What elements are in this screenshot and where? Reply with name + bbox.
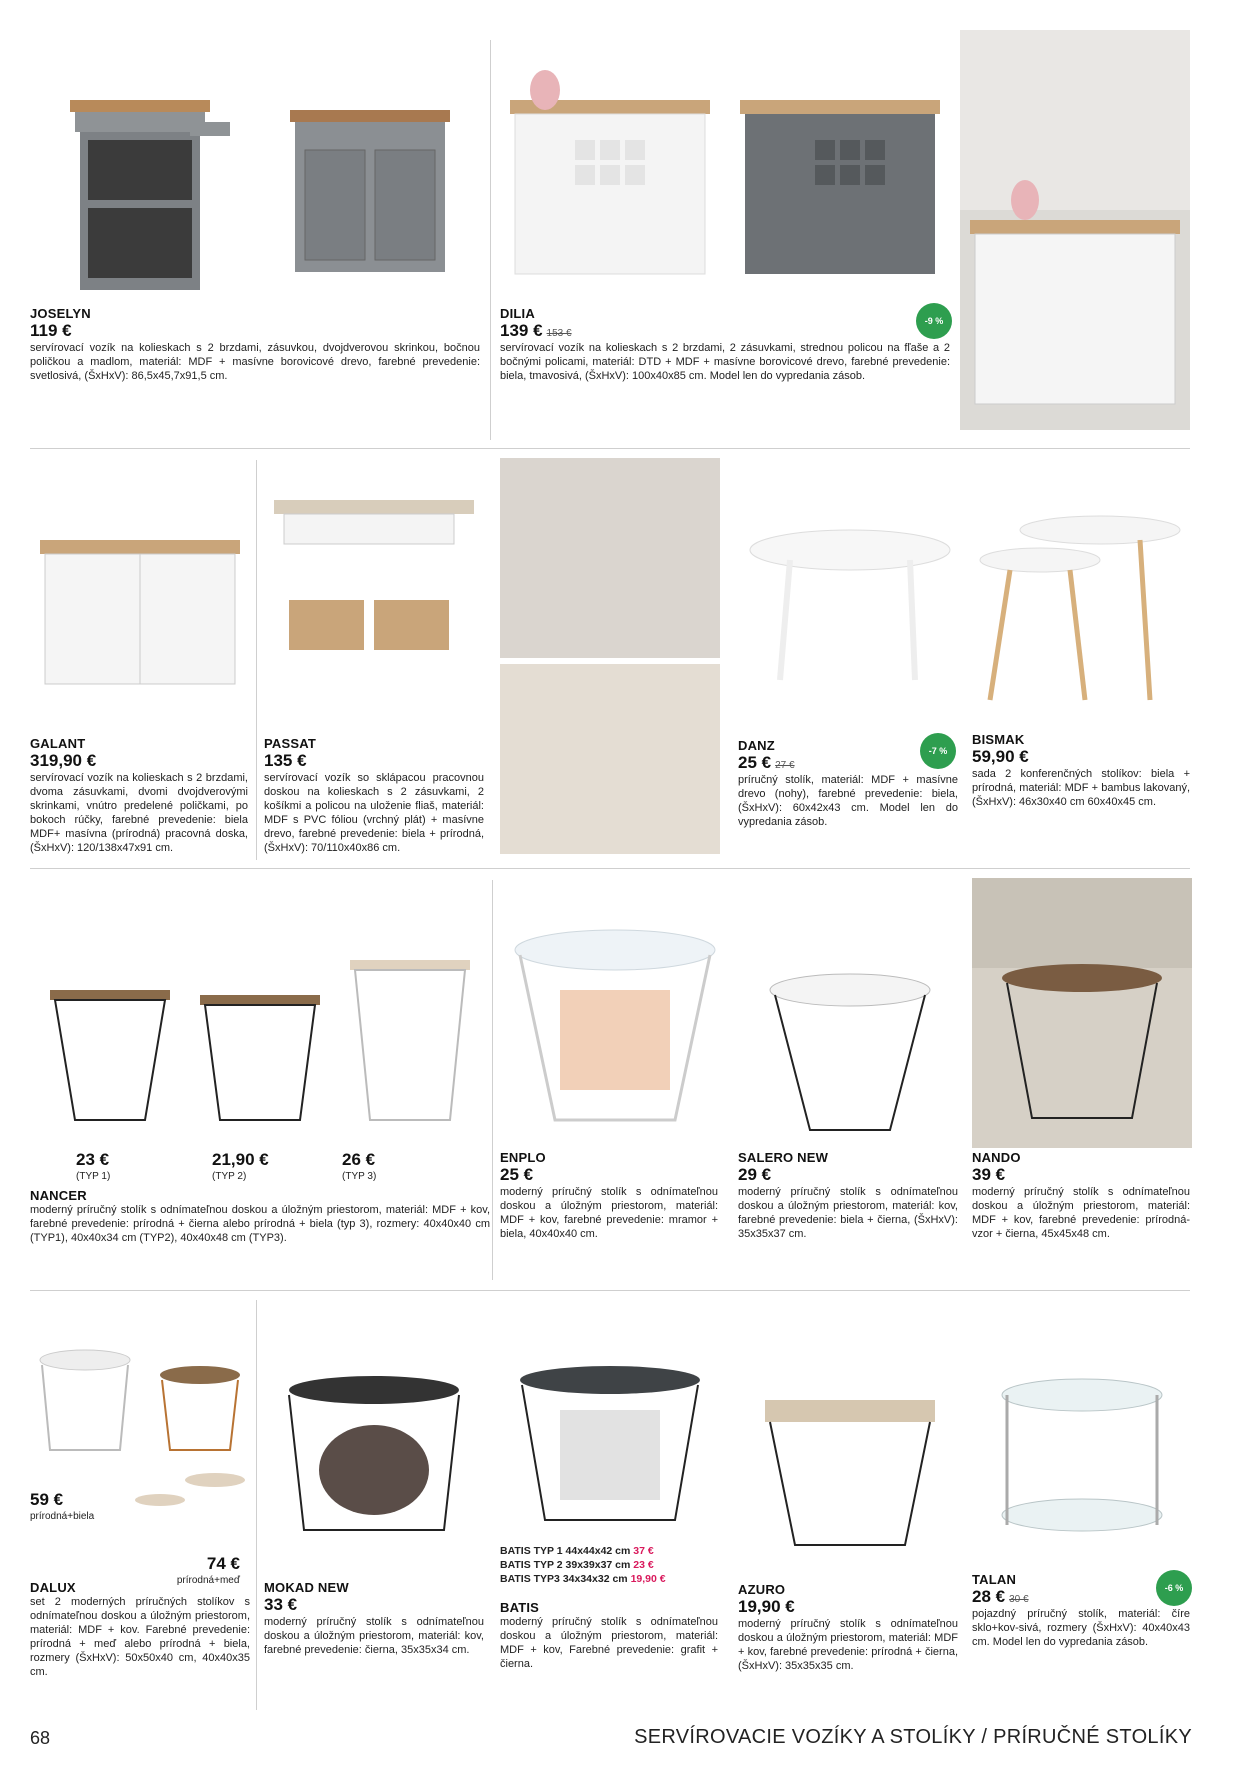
dilia-image-white — [500, 40, 720, 290]
dalux-block — [30, 1580, 250, 1679]
joselyn-image-2 — [270, 40, 470, 290]
product-price: 19,90 € — [738, 1597, 795, 1616]
mokad-block — [264, 1580, 484, 1657]
product-price: 29 € — [738, 1165, 772, 1184]
mokad-illustration — [264, 1330, 484, 1560]
typ2-label: (TYP 2) — [212, 1171, 247, 1182]
bismak-image — [970, 500, 1190, 720]
batis-typ2-size: BATIS TYP 2 39x39x37 cm — [500, 1559, 631, 1571]
discount-badge: -9 % — [916, 303, 952, 339]
variant-1-label: prírodná+biela — [30, 1511, 95, 1522]
product-name: AZURO — [738, 1582, 786, 1597]
page-title: SERVÍROVACIE VOZÍKY A STOLÍKY / PRÍRUČNÉ STOLÍKY — [634, 1726, 1192, 1748]
batis-typ1-price: 37 € — [633, 1545, 654, 1557]
azuro-illustration — [740, 1320, 960, 1560]
product-name: GALANT — [30, 736, 86, 751]
passat-illustration — [264, 470, 484, 700]
product-desc: moderný príručný stolík s odnímateľnou doskou a úložným priestorom, materiál: MDF + kov, Farebné prevedenie: grafit + čierna. — [500, 1616, 718, 1670]
dilia-block — [500, 306, 950, 383]
nancer-illustration — [30, 880, 490, 1150]
galant-block — [30, 736, 248, 855]
batis-illustration — [500, 1320, 720, 1550]
mokad-image — [264, 1330, 484, 1560]
batis-typ3-price: 19,90 € — [630, 1573, 666, 1585]
passat-image — [264, 470, 484, 700]
batis-sizes — [500, 1544, 730, 1586]
product-desc: servírovací vozík so sklápacou pracovnou doskou na kolieskach s 2 zásuvkami, 2 košíkmi a policou na uloženie fliaš, materiál: MDF s PVC fóliou (vrchný plát) + masívne drevo, farebné prevedenie: biela + prírodná, (ŠxHxV): 70/110x40x86 cm. — [264, 772, 484, 854]
salero-block — [738, 1150, 958, 1241]
product-desc: moderný príručný stolík s odnímateľnou doskou a úložným priestorom, materiál: MDF + kov, farebné prevedenie: prírodná + čierna, (ŠxHxV): 35x35x35 cm. — [738, 1618, 958, 1672]
nancer-prices — [30, 1150, 490, 1184]
dalux-prices — [30, 1490, 260, 1586]
product-name: DALUX — [30, 1580, 76, 1595]
joselyn-image — [40, 40, 240, 290]
danz-image — [740, 480, 960, 700]
joselyn-cart-illustration — [40, 40, 240, 290]
product-name: DILIA — [500, 306, 535, 321]
old-price: 30 € — [1009, 1594, 1029, 1605]
product-desc: sada 2 konferenčných stolíkov: biela + prírodná, materiál: MDF + bambus lakovaný, (ŠxHxV): 46x30x40 cm 60x40x45 cm. — [972, 768, 1190, 808]
dilia-image-grey — [730, 40, 950, 290]
variant-2-label: prírodná+meď — [176, 1575, 240, 1586]
product-name: BISMAK — [972, 732, 1025, 747]
nando-block — [972, 1150, 1190, 1241]
typ1-label: (TYP 1) — [76, 1171, 111, 1182]
product-name: TALAN — [972, 1572, 1017, 1587]
product-desc: príručný stolík, materiál: MDF + masívne drevo (nohy), farebné prevedenie: biela, (ŠxHxV): 60x42x43 cm. Model len do vypredania zásob. — [738, 774, 958, 828]
product-desc: moderný príručný stolík s odnímateľnou doskou a úložným priestorom, materiál: MDF + kov, farebné prevedenie: mramor + biela, 40x40x40 cm. — [500, 1186, 718, 1240]
enplo-image — [500, 880, 730, 1140]
product-name: NANCER — [30, 1188, 87, 1203]
dilia-white-illustration — [500, 40, 720, 290]
product-desc: moderný príručný stolík s odnímateľnou doskou a úložným priestorom, materiál: kov, farebné prevedenie: biela + čierna, (ŠxHxV): 35x35x37 cm. — [738, 1186, 958, 1240]
talan-image — [972, 1320, 1192, 1570]
row-divider — [30, 868, 1190, 869]
divider — [492, 880, 493, 1280]
row-divider — [30, 1290, 1190, 1291]
dilia-grey-illustration — [730, 40, 950, 290]
product-price: 135 € — [264, 751, 307, 770]
joselyn-block — [30, 306, 480, 383]
typ3-label: (TYP 3) — [342, 1171, 377, 1182]
passat-detail-bottom — [500, 664, 720, 854]
product-name: PASSAT — [264, 736, 317, 751]
product-name: SALERO NEW — [738, 1150, 829, 1165]
divider — [256, 1300, 257, 1710]
divider — [256, 460, 257, 860]
bismak-block — [972, 732, 1190, 809]
page-number: 68 — [30, 1728, 51, 1748]
product-name: ENPLO — [500, 1150, 546, 1165]
galant-image — [30, 460, 250, 710]
price-typ1: 23 € — [76, 1150, 110, 1169]
passat-detail-top — [500, 458, 720, 658]
bismak-illustration — [970, 500, 1190, 720]
product-price: 28 € — [972, 1587, 1006, 1606]
passat-block — [264, 736, 484, 855]
dilia-room-illustration — [960, 30, 1190, 430]
product-price: 39 € — [972, 1165, 1006, 1184]
salero-image — [740, 880, 960, 1140]
batis-typ2-price: 23 € — [633, 1559, 654, 1571]
product-desc: moderný príručný stolík s odnímateľnou doskou a úložným priestorom, materiál: kov, farebné prevedenie: čierna, 35x35x34 cm. — [264, 1616, 484, 1656]
product-desc: moderný príručný stolík s odnímateľnou doskou a úložným priestorom, materiál: MDF + kov, farebné prevedenie: prírodná + čierna alebo prírodná + biela (typ 3), rozmery: 40x40x40 cm (TYP1), 40x40x34 cm (TYP2), 40x40x48 cm (TYP3). — [30, 1204, 490, 1244]
product-price: 33 € — [264, 1595, 298, 1614]
nancer-block — [30, 1188, 490, 1245]
price-typ2: 21,90 € — [212, 1150, 269, 1169]
nando-image — [972, 878, 1192, 1148]
product-desc: moderný príručný stolík s odnímateľnou doskou a úložným priestorom, materiál: MDF + kov, farebné prevedenie: prírodná-vzor + čierna, 45x45x48 cm. — [972, 1186, 1190, 1240]
product-price: 119 € — [30, 321, 72, 340]
row-divider — [30, 448, 1190, 449]
salero-illustration — [740, 880, 960, 1140]
product-name: DANZ — [738, 738, 775, 753]
joselyn-closed-illustration — [270, 40, 470, 290]
nando-illustration — [972, 878, 1192, 1148]
product-desc: servírovací vozík na kolieskach s 2 brzdami, zásuvkou, dvojdverovou skrinkou, bočnou poličkou a madlom, materiál: MDF + masívne borovicové drevo, farebné prevedenie: svetlosivá, (ŠxHxV): 86,5x45,7x91,5 cm. — [30, 342, 480, 382]
old-price: 27 € — [775, 760, 795, 771]
discount-badge: -7 % — [920, 733, 956, 769]
product-price: 139 € — [500, 321, 543, 340]
price-variant-2: 74 € — [206, 1554, 240, 1573]
price-variant-1: 59 € — [30, 1490, 64, 1509]
enplo-block — [500, 1150, 718, 1241]
batis-block — [500, 1600, 718, 1671]
batis-typ3-size: BATIS TYP3 34x34x32 cm — [500, 1573, 628, 1585]
product-price: 319,90 € — [30, 751, 97, 770]
enplo-illustration — [500, 880, 730, 1140]
product-desc: pojazdný príručný stolík, materiál: číre sklo+kov-sivá, rozmery (ŠxHxV): 40x40x43 cm. Model len do vypredania zásob. — [972, 1608, 1190, 1648]
galant-illustration — [30, 460, 250, 710]
product-desc: servírovací vozík na kolieskach s 2 brzdami, 2 zásuvkami, strednou policou na fľaše a 2 bočnými policami, materiál: DTD + MDF + masívne borovicové drevo, farebné prevedenie: biela, tmavosivá, (ŠxHxV): 100x40x85 cm. Model len do vypredania zásob. — [500, 342, 950, 382]
azuro-image — [740, 1320, 960, 1560]
danz-illustration — [740, 480, 960, 700]
product-desc: set 2 moderných príručných stolíkov s odnímateľnou doskou a úložným priestorom, materiál: MDF + kov. Farebné prevedenie: prírodná + meď alebo prírodná + biela, rozmery (ŠxHxV): 50x50x40 cm, 40x40x35 cm. — [30, 1596, 250, 1678]
product-name: BATIS — [500, 1600, 540, 1615]
product-price: 25 € — [738, 753, 772, 772]
talan-illustration — [972, 1320, 1192, 1570]
product-price: 25 € — [500, 1165, 534, 1184]
azuro-block — [738, 1582, 958, 1673]
price-typ3: 26 € — [342, 1150, 376, 1169]
divider — [490, 40, 491, 440]
batis-image — [500, 1320, 720, 1550]
product-name: JOSELYN — [30, 306, 91, 321]
batis-typ1-size: BATIS TYP 1 44x44x42 cm — [500, 1545, 631, 1557]
product-desc: servírovací vozík na kolieskach s 2 brzdami, dvoma zásuvkami, dvomi dvojdverovými skrinkami, vnútro predelené poličkami, po bokoch rúčky, farebné prevedenie: biela MDF+ masívna (prírodná) pracovná doska, (ŠxHxV): 120/138x47x91 cm. — [30, 772, 248, 854]
product-name: MOKAD NEW — [264, 1580, 349, 1595]
nancer-image — [30, 880, 490, 1150]
product-name: NANDO — [972, 1150, 1021, 1165]
product-price: 59,90 € — [972, 747, 1029, 766]
old-price: 153 € — [546, 328, 572, 339]
discount-badge: -6 % — [1156, 1570, 1192, 1606]
dilia-room-image — [960, 30, 1190, 430]
